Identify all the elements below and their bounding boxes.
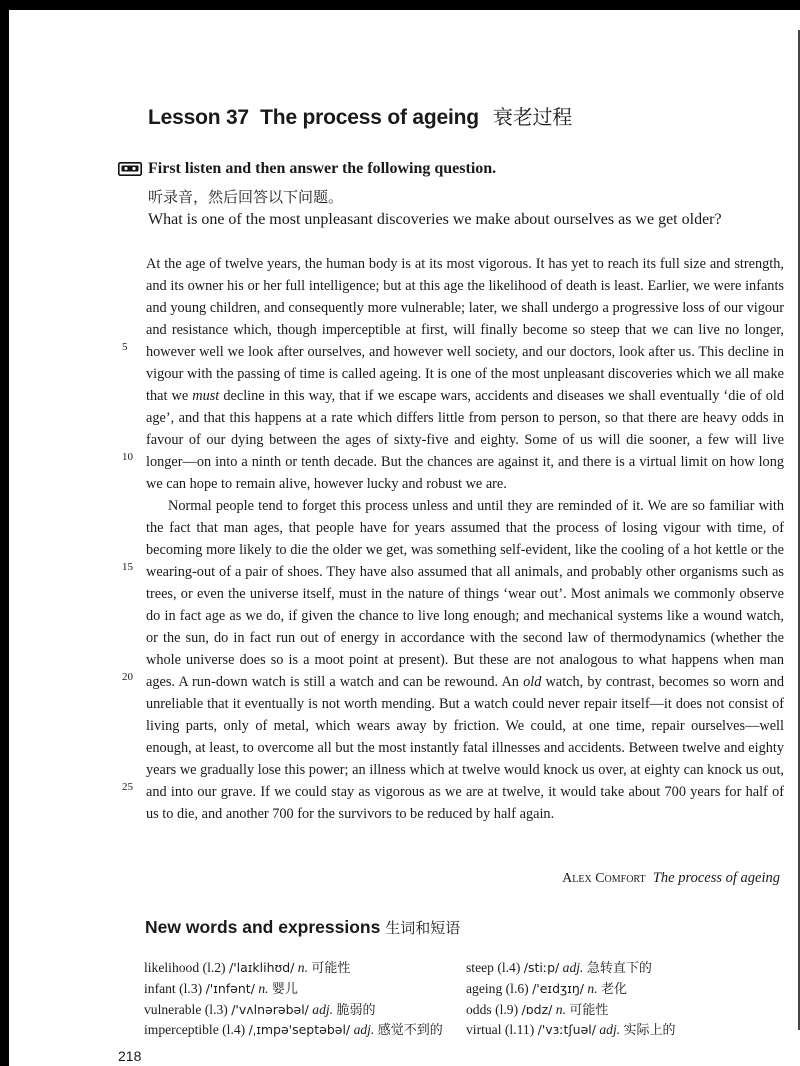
vocab-part-of-speech: n. [587, 981, 598, 996]
paragraph-text: At the age of twelve years, the human body is at its most vigorous. It has yet to reach its full size and strength, and its owner his or her full intelligence; but at this age the likelihood of death is least. Earlier, we were infants and young children, and consequently more vulnerable; later, we shall undergo a progressive loss of our vigour and resistance which, though imperceptible at first, will finally become so steep that we can live no longer, however well we look after ourselves, and however well society, and our doctors, look after us. This decline in vigour with the passing of time is called ageing. It is one of the most unpleasant discoveries which we all make that we [146, 256, 784, 404]
author-name: Alex Comfort [562, 871, 646, 886]
vocab-phonetic: /'eɪdʒɪŋ/ [532, 981, 585, 996]
vocab-part-of-speech: adj. [562, 960, 584, 975]
vocab-word: vulnerable [144, 1002, 202, 1017]
vocab-entry [466, 1019, 676, 1038]
reading-passage [146, 253, 784, 825]
new-words-heading [145, 917, 460, 938]
work-title: The process of ageing [652, 870, 780, 886]
paragraph-text: decline in this way, that if we escape wars, accidents and diseases we shall eventually ‘die of old age’, and that this happens at a rate which differs little from person to person, so that there are heavy odds in favour of our dying between the ages of sixty-five and eighty. Some of us will die sooner, a few will live longer—on into a ninth or tenth decade. But the chances are against it, and there is a virtual limit on how long we can hope to remain alive, however lucky and robust we are. [146, 388, 784, 492]
vocab-part-of-speech: adj. [312, 1002, 334, 1017]
vocab-entry [466, 978, 627, 997]
vocab-word: likelihood [144, 960, 200, 975]
line-number: 15 [122, 561, 133, 573]
page-number: 218 [118, 1048, 142, 1064]
vocab-line-ref: (l.9) [495, 1002, 519, 1017]
passage-paragraph-2 [146, 495, 784, 825]
passage-attribution [562, 870, 780, 887]
vocab-line-ref: (l.3) [204, 1002, 228, 1017]
vocab-part-of-speech: n. [555, 1002, 566, 1017]
emphasis-text: old [523, 674, 542, 690]
vocab-line-ref: (l.11) [504, 1022, 535, 1037]
vocab-entry [144, 978, 298, 997]
vocab-line-ref: (l.3) [179, 981, 203, 996]
passage-paragraph-1 [146, 253, 784, 495]
paragraph-text: Normal people tend to forget this process unless and until they are reminded of it. We are so familiar with the fact that man ages, that people have for years assumed that the process of losing vigour with time, of becoming more likely to die the older we get, was something self-evident, like the cooling of a hot kettle or the wearing-out of a pair of shoes. They have also assumed that all animals, and probably other organisms such as trees, or even the universe itself, must in the nature of things ‘wear out’. Most animals we commonly observe do in fact age as we do, if given the chance to live long enough; and mechanical systems like a wound watch, or the sun, do in fact run out of energy in accordance with the second law of thermodynamics (whether the whole universe does so is a moot point at present). But these are not analogous to what happens when man ages. A run-down watch is still a watch and can be rewound. An [146, 498, 784, 690]
line-number: 25 [122, 781, 133, 793]
lesson-title-en: Lesson 37 The process of ageing [148, 106, 479, 129]
vocab-word: infant [144, 981, 176, 996]
vocab-entry [466, 957, 652, 976]
vocab-translation: 感觉不到的 [377, 1023, 443, 1038]
line-number: 5 [122, 341, 128, 353]
vocab-phonetic: /'ɪnfənt/ [205, 981, 255, 996]
vocab-part-of-speech: adj. [353, 1022, 375, 1037]
vocab-translation: 急转直下的 [586, 961, 652, 976]
vocab-line-ref: (l.2) [202, 960, 226, 975]
vocab-entry [144, 999, 376, 1018]
vocab-line-ref: (l.6) [505, 981, 529, 996]
line-number: 10 [122, 451, 133, 463]
vocab-translation: 婴儿 [271, 982, 298, 997]
lesson-title [148, 101, 572, 130]
vocab-phonetic: /'vʌlnərəbəl/ [231, 1002, 309, 1017]
vocab-word: virtual [466, 1022, 502, 1037]
comprehension-question: What is one of the most unpleasant discoveries we make about ourselves as we get older? [148, 211, 722, 228]
emphasis-text: must [192, 388, 220, 404]
vocab-phonetic: /ɒdz/ [521, 1002, 553, 1017]
vocab-translation: 可能性 [311, 961, 351, 976]
scan-border-top [0, 0, 800, 10]
vocab-line-ref: (l.4) [497, 960, 521, 975]
listening-instruction: First listen and then answer the following question. [148, 160, 497, 177]
vocab-phonetic: /'laɪklihʊd/ [228, 960, 295, 975]
vocab-phonetic: /stiːp/ [523, 960, 560, 975]
new-words-heading-cn: 生词和短语 [385, 919, 461, 937]
vocab-translation: 老化 [601, 982, 628, 997]
vocab-entry [466, 999, 608, 1018]
cassette-tape-icon [118, 162, 142, 176]
lesson-title-cn: 衰老过程 [492, 105, 573, 129]
vocab-phonetic: /ˌɪmpə'septəbəl/ [248, 1022, 351, 1037]
vocab-word: ageing [466, 981, 503, 996]
new-words-heading-en: New words and expressions [145, 917, 381, 937]
vocab-translation: 实际上的 [623, 1023, 676, 1038]
vocab-entry [144, 1019, 443, 1038]
vocab-part-of-speech: n. [258, 981, 269, 996]
vocab-word: imperceptible [144, 1022, 219, 1037]
vocab-part-of-speech: n. [297, 960, 308, 975]
vocab-line-ref: (l.4) [222, 1022, 246, 1037]
vocab-translation: 可能性 [569, 1003, 609, 1018]
line-number: 20 [122, 671, 133, 683]
vocab-translation: 脆弱的 [336, 1003, 376, 1018]
scan-border-left [0, 0, 9, 1066]
listening-instruction-cn: 听录音，然后回答以下问题。 [148, 188, 344, 206]
paragraph-text: watch, by contrast, becomes so worn and unreliable that it eventually is not worth mending. But a watch could never repair itself—it does not consist of living parts, only of metal, which wears away by friction. We could, at one time, repair ourselves—well enough, at least, to overcome all but the most instantly fatal illnesses and accidents. Between twelve and eighty years we gradually lose this power; an illness which at twelve would knock us over, at eighty can knock us out, and into our grave. If we could stay as vigorous as we are at twelve, it would take about 700 years for half of us to die, and another 700 for the survivors to be reduced by half again. [146, 674, 784, 822]
vocab-word: odds [466, 1002, 492, 1017]
vocab-word: steep [466, 960, 494, 975]
vocab-phonetic: /'vɜːtʃuəl/ [537, 1022, 596, 1037]
vocab-entry [144, 957, 350, 976]
vocab-part-of-speech: adj. [599, 1022, 621, 1037]
